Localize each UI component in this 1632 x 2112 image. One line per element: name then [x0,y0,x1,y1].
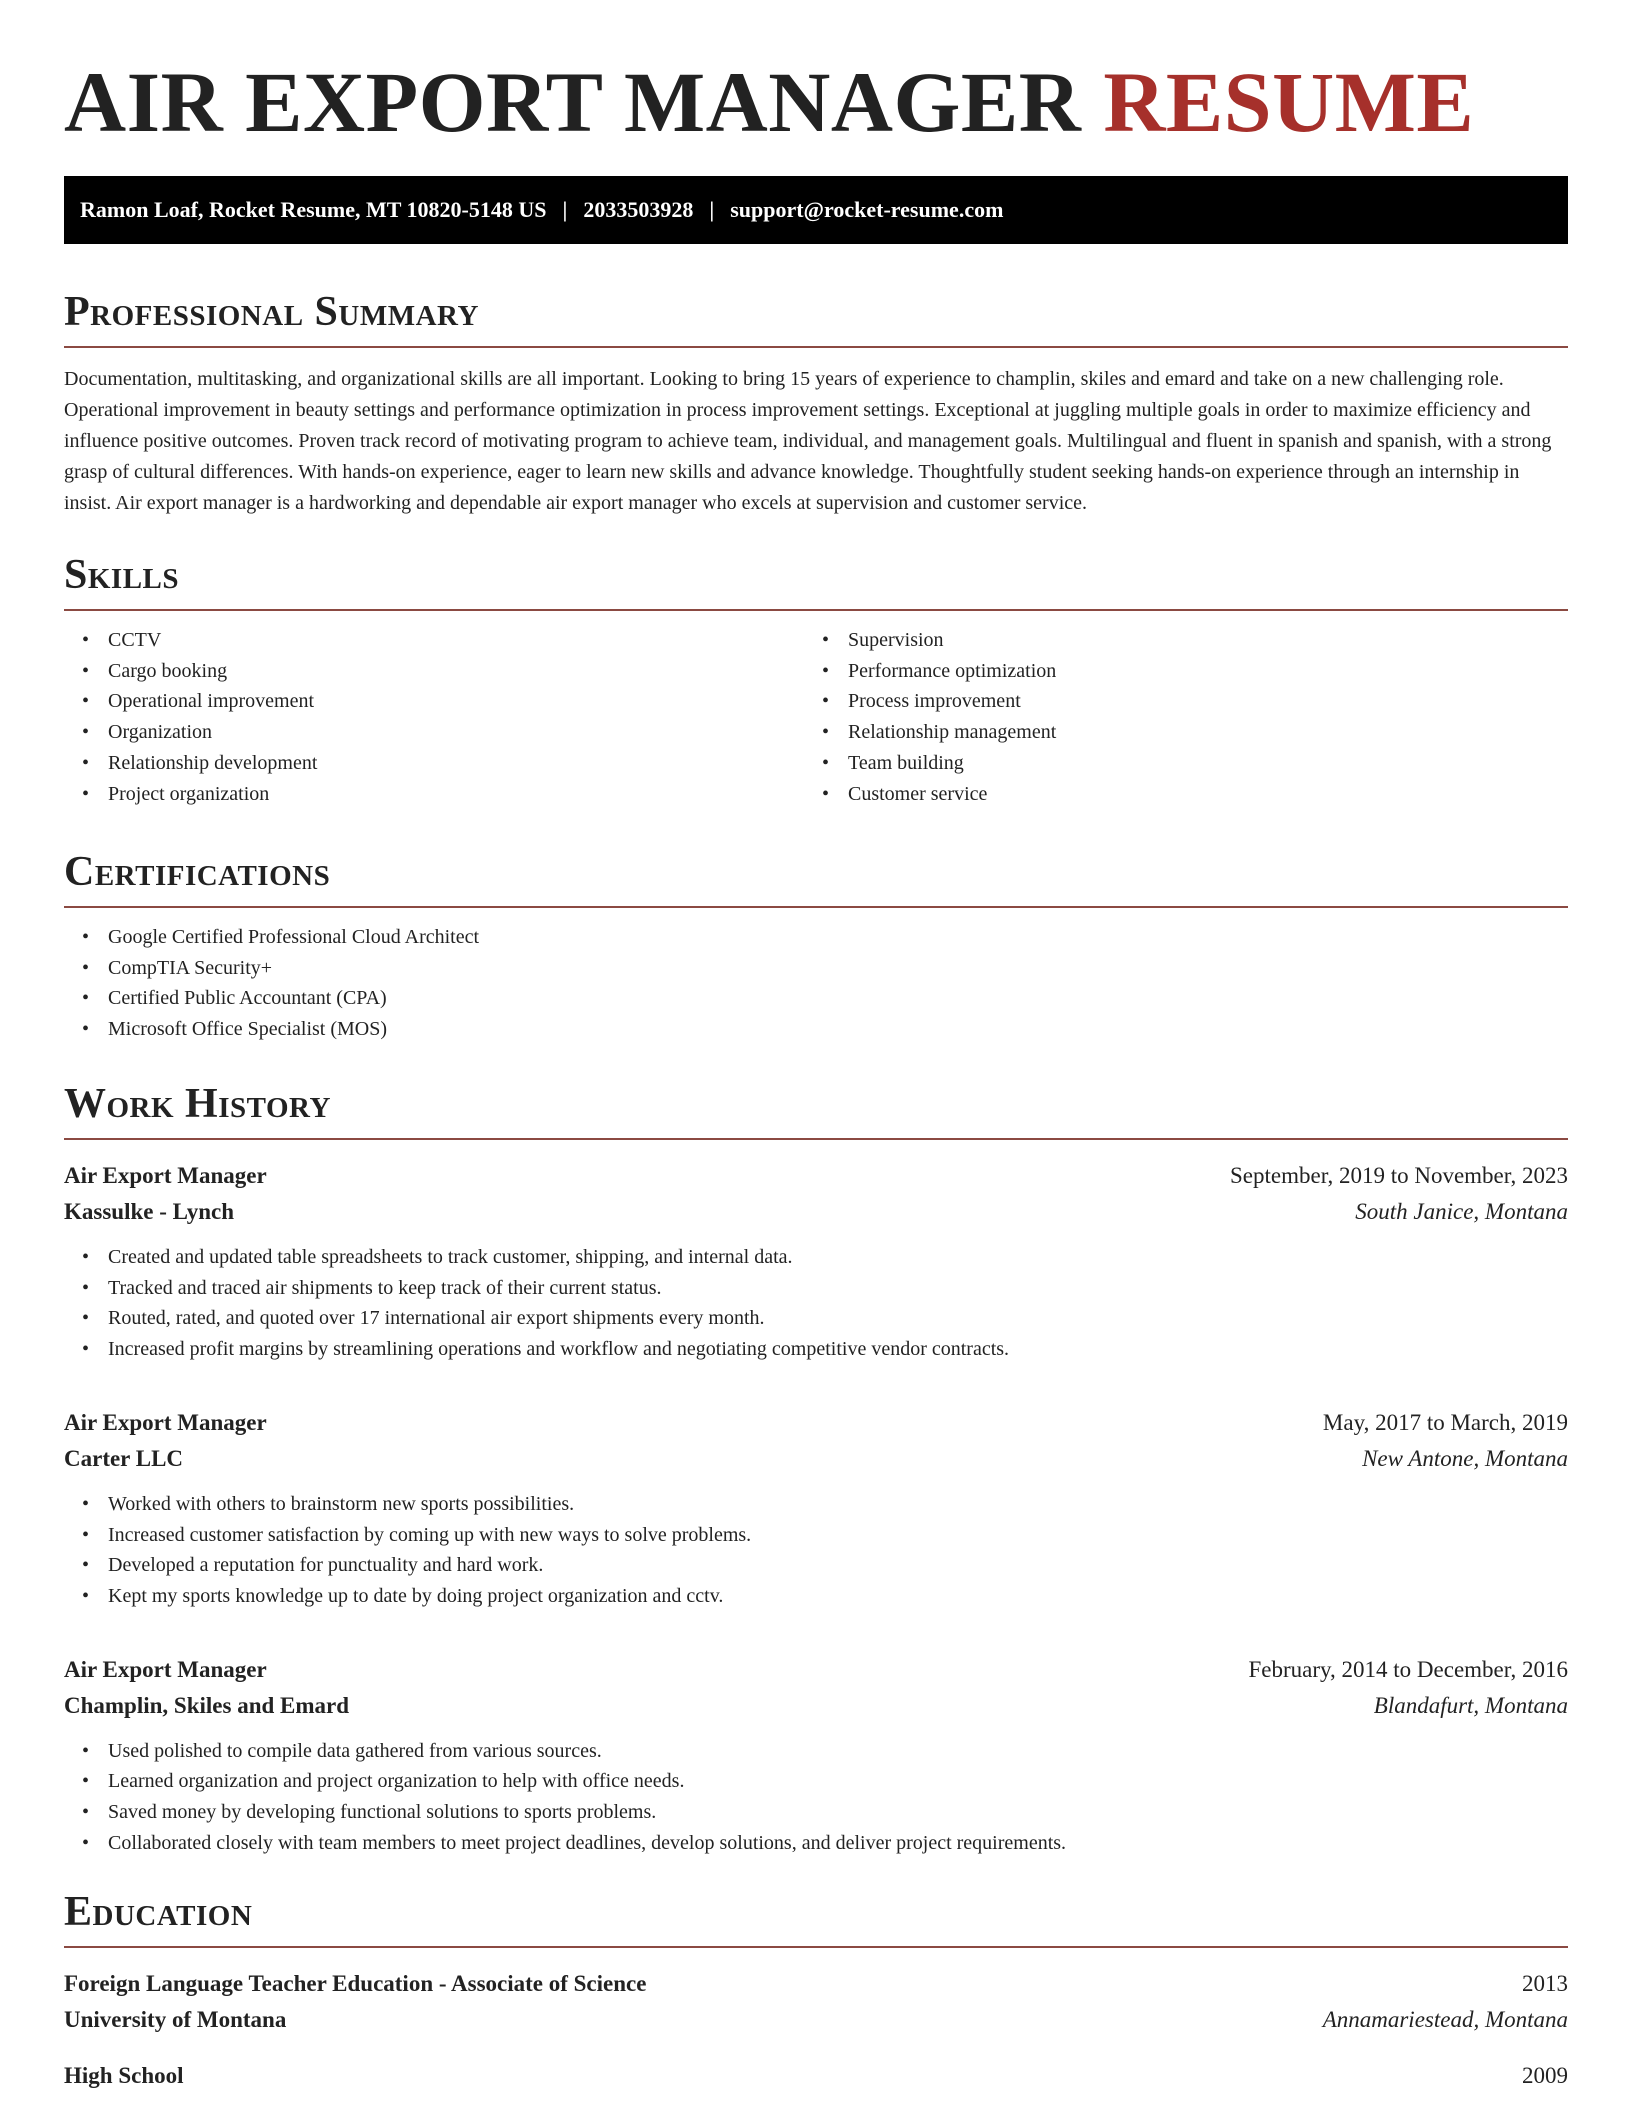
section-heading: Professional Summary [64,286,1568,348]
job-entry [64,1158,1568,1365]
education-school: University of Montana [64,2007,287,2032]
job-title: Air Export Manager [64,1656,267,1682]
job-entry [64,1405,1568,1612]
contact-email[interactable]: support@rocket-resume.com [730,197,1004,222]
resume-title [64,52,1474,152]
section-heading: Work History [64,1078,1568,1140]
list-item: • Kept my sports knowledge up to date by doing project organization and cctv. [64,1581,1568,1612]
education-section [64,1886,1568,2094]
education-header-row [64,2058,1568,2094]
list-item: • Increased profit margins by streamlining operations and workflow and negotiating competitive vendor contracts. [64,1334,1568,1365]
job-entry [64,1652,1568,1859]
title-accent: RESUME [1103,54,1475,150]
job-bullets [64,1736,1568,1859]
job-location: New Antone, Montana [1362,1445,1568,1471]
contact-separator: | [709,197,715,222]
list-item: • Customer service [804,779,1544,810]
list-item: • Created and updated table spreadsheets to track customer, shipping, and internal data. [64,1242,1568,1273]
job-company-row [64,1688,1568,1724]
list-item: • Process improvement [804,686,1544,717]
list-item: • Relationship management [804,717,1544,748]
skills-section [64,549,1568,809]
education-degree: High School [64,2063,184,2088]
job-dates: February, 2014 to December, 2016 [1248,1656,1568,1682]
job-header-row [64,1158,1568,1194]
title-main: AIR EXPORT MANAGER [64,54,1082,150]
job-company: Carter LLC [64,1445,184,1471]
list-item: • Collaborated closely with team members to meet project deadlines, develop solutions, and deliver project requirements. [64,1828,1568,1859]
job-title: Air Export Manager [64,1409,267,1435]
job-location: South Janice, Montana [1355,1199,1568,1224]
section-heading: Skills [64,549,1568,611]
job-company: Kassulke - Lynch [64,1199,234,1224]
summary-section [64,286,1568,519]
list-item: • CompTIA Security+ [64,953,1568,984]
section-heading: Certifications [64,846,1568,908]
job-dates: September, 2019 to November, 2023 [1230,1163,1568,1188]
skills-list-right [804,625,1544,809]
contact-bar [64,176,1568,244]
education-location: Annamariestead, Montana [1322,2007,1568,2032]
list-item: • Used polished to compile data gathered from various sources. [64,1736,1568,1767]
list-item: • Relationship development [64,748,804,779]
contact-separator: | [562,197,568,222]
list-item: • Tracked and traced air shipments to keep track of their current status. [64,1273,1568,1304]
list-item: • Team building [804,748,1544,779]
contact-phone[interactable]: 2033503928 [583,197,694,222]
work-history-section [64,1078,1568,1858]
job-location: Blandafurt, Montana [1373,1692,1568,1718]
list-item: • Routed, rated, and quoted over 17 international air export shipments every month. [64,1303,1568,1334]
list-item: • Performance optimization [804,656,1544,687]
job-header-row [64,1652,1568,1688]
education-header-row [64,1966,1568,2002]
skills-columns [64,611,1568,809]
list-item: • Cargo booking [64,656,804,687]
list-item: • Project organization [64,779,804,810]
contact-address: Ramon Loaf, Rocket Resume, MT 10820-5148 US [80,197,547,222]
list-item: • Worked with others to brainstorm new sports possibilities. [64,1489,1568,1520]
job-bullets [64,1242,1568,1365]
education-degree: Foreign Language Teacher Education - Associate of Science [64,1971,647,1996]
job-company: Champlin, Skiles and Emard [64,1692,350,1718]
job-company-row [64,1441,1568,1477]
job-header-row [64,1405,1568,1441]
certifications-section [64,846,1568,1045]
job-dates: May, 2017 to March, 2019 [1322,1409,1568,1435]
list-item: • Organization [64,717,804,748]
list-item: • Increased customer satisfaction by coming up with new ways to solve problems. [64,1520,1568,1551]
job-bullets [64,1489,1568,1612]
list-item: • Certified Public Accountant (CPA) [64,983,1568,1014]
list-item: • CCTV [64,625,804,656]
summary-text: Documentation, multitasking, and organizational skills are all important. Looking to bring 15 years of experience to champlin, skiles and emard and take on a new challenging role. Operational improvement in beauty settings and performance optimization in process improvement settings. Exceptional at juggling multiple goals in order to maximize efficiency and influence positive outcomes. Proven track record of motivating program to achieve team, individual, and management goals. Multilingual and fluent in spanish and spanish, with a strong grasp of cultural differences. With hands-on experience, eager to learn new skills and advance knowledge. Thoughtfully student seeking hands-on experience through an internship in insist. Air export manager is a hardworking and dependable air export manager who excels at supervision and customer service. [64,368,1552,514]
list-item: • Operational improvement [64,686,804,717]
list-item: • Developed a reputation for punctuality and hard work. [64,1550,1568,1581]
education-entry [64,1966,1568,2038]
education-entry [64,2058,1568,2094]
skills-list-left [64,625,804,809]
list-item: • Supervision [804,625,1544,656]
education-year: 2013 [1522,1971,1568,1996]
job-title: Air Export Manager [64,1163,267,1188]
job-company-row [64,1194,1568,1230]
list-item: • Google Certified Professional Cloud Architect [64,922,1568,953]
list-item: • Learned organization and project organization to help with office needs. [64,1766,1568,1797]
certifications-list [64,922,1568,1045]
education-school-row [64,2002,1568,2038]
list-item: • Microsoft Office Specialist (MOS) [64,1014,1568,1045]
section-heading: Education [64,1886,1568,1948]
list-item: • Saved money by developing functional solutions to sports problems. [64,1797,1568,1828]
education-year: 2009 [1522,2063,1568,2088]
